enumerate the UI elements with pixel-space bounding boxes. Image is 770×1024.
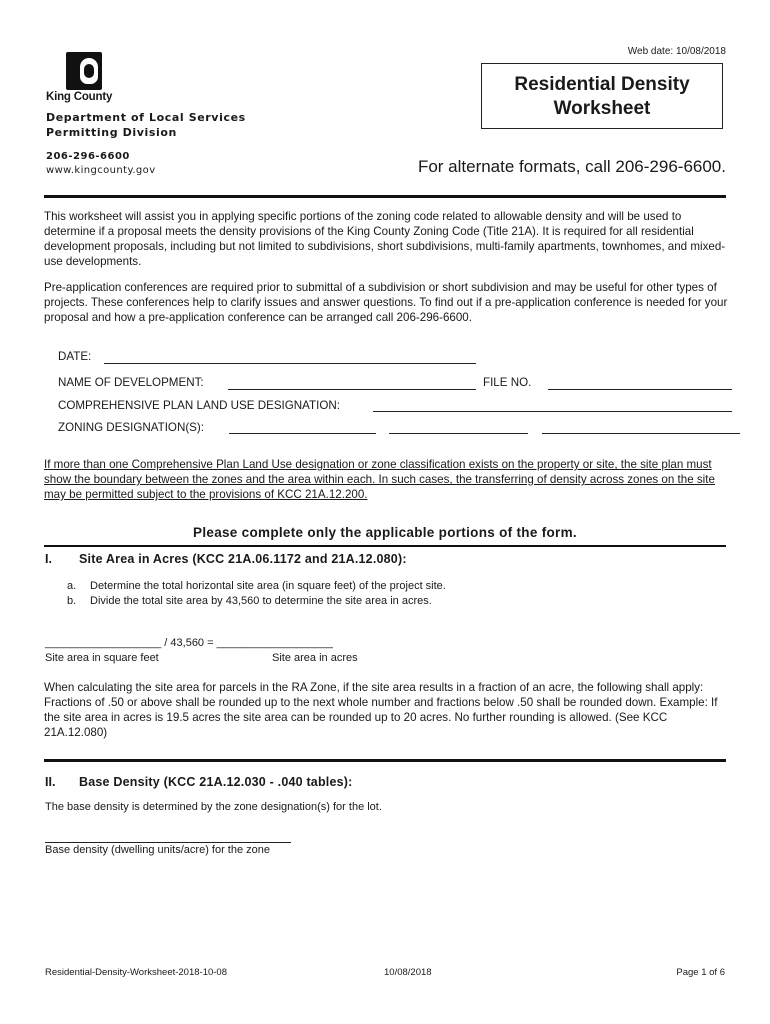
base-density-field[interactable] — [45, 842, 291, 843]
item-a-letter: a. — [67, 580, 77, 592]
item-a-text: Determine the total horizontal site area (in square feet) of the project site. — [90, 580, 446, 592]
phone-number: 206-296-6600 — [46, 151, 130, 162]
department-name — [46, 110, 246, 140]
ra-zone-rounding-note: When calculating the site area for parcels in the RA Zone, if the site area results in a fraction of an acre, the following shall apply: Fractions of .50 or above shall be rounded up to the next whole number and fractions below .50 shall be rounded down. Example: If the site area in acres is 19.5 acres the site area can be rounded up to 20 acres. No further rounding is allowed. (See KCC 21A.12.080) — [44, 681, 718, 739]
section-2-title: Base Density (KCC 21A.12.030 - .040 tables): — [79, 775, 353, 789]
title-line-1: Residential Density — [514, 74, 690, 95]
comp-plan-field[interactable] — [373, 411, 732, 412]
base-density-label: Base density (dwelling units/acre) for the zone — [45, 844, 271, 856]
form-instruction: Please complete only the applicable portions of the form. — [193, 525, 577, 540]
zoning-label: ZONING DESIGNATION(S): — [58, 421, 204, 434]
zoning-field-2[interactable] — [389, 433, 528, 434]
footer-filename: Residential-Density-Worksheet-2018-10-08 — [45, 967, 227, 978]
alternate-formats-note: For alternate formats, call 206-296-6600. — [417, 157, 726, 176]
file-no-field[interactable] — [548, 389, 732, 390]
file-no-label: FILE NO. — [483, 376, 532, 389]
date-label: DATE: — [58, 350, 92, 363]
site-area-formula[interactable]: ___________________ / 43,560 = ___________________ — [45, 637, 333, 649]
footer-date: 10/08/2018 — [384, 967, 432, 978]
base-density-description: The base density is determined by the zone designation(s) for the lot. — [45, 801, 382, 813]
king-county-emblem-icon — [66, 52, 102, 90]
dept-line-1: Department of Local Services — [46, 111, 246, 124]
document-title-box — [481, 63, 723, 129]
site-area-sqft-label: Site area in square feet — [45, 652, 159, 664]
comp-plan-label: COMPREHENSIVE PLAN LAND USE DESIGNATION: — [58, 399, 340, 412]
header-divider — [44, 195, 726, 198]
intro-paragraph-1: This worksheet will assist you in applying specific portions of the zoning code related to allowable density and will be used to determine if a proposal meets the density provisions of the King County Zoning Code (Title 21A). It is required for all residential development proposals, including but not limited to subdivisions, short subdivisions, multi-family apartments, townhomes, and mixed-use developments. — [44, 210, 726, 268]
section-1-title: Site Area in Acres (KCC 21A.06.1172 and 21A.12.080): — [79, 552, 407, 566]
multiple-designation-notice: If more than one Comprehensive Plan Land Use designation or zone classification exists on the property or site, the site plan must show the boundary between the zones and the area within each. In such cases, the transferring of density across zones on the site may be permitted subject to the provisions of KCC 21A.12.200. — [44, 458, 715, 501]
title-line-2: Worksheet — [553, 98, 651, 119]
site-area-acres-label: Site area in acres — [272, 652, 358, 664]
item-b-text: Divide the total site area by 43,560 to determine the site area in acres. — [90, 595, 432, 607]
web-date: Web date: 10/08/2018 — [627, 46, 726, 57]
development-name-field[interactable] — [228, 389, 476, 390]
website-link[interactable]: www.kingcounty.gov — [46, 165, 156, 176]
section-1-number: I. — [45, 552, 52, 566]
item-b-letter: b. — [67, 595, 77, 607]
section-1-divider — [44, 545, 726, 547]
date-field[interactable] — [104, 363, 476, 364]
dept-line-2: Permitting Division — [46, 126, 177, 139]
king-county-logo — [46, 52, 128, 103]
development-name-label: NAME OF DEVELOPMENT: — [58, 376, 204, 389]
section-2-number: II. — [45, 775, 56, 789]
logo-text: King County — [46, 91, 113, 103]
section-2-divider — [44, 759, 726, 762]
zoning-field-1[interactable] — [229, 433, 376, 434]
zoning-field-3[interactable] — [542, 433, 740, 434]
intro-paragraph-2: Pre-application conferences are required prior to submittal of a subdivision or short subdivision and may be useful for other types of projects. These conferences help to clarify issues and answer questions. To find out if a pre-application conference is needed for your proposal and how a pre-application conference can be arranged call 206-296-6600. — [44, 281, 728, 324]
footer-page-number: Page 1 of 6 — [676, 967, 725, 978]
